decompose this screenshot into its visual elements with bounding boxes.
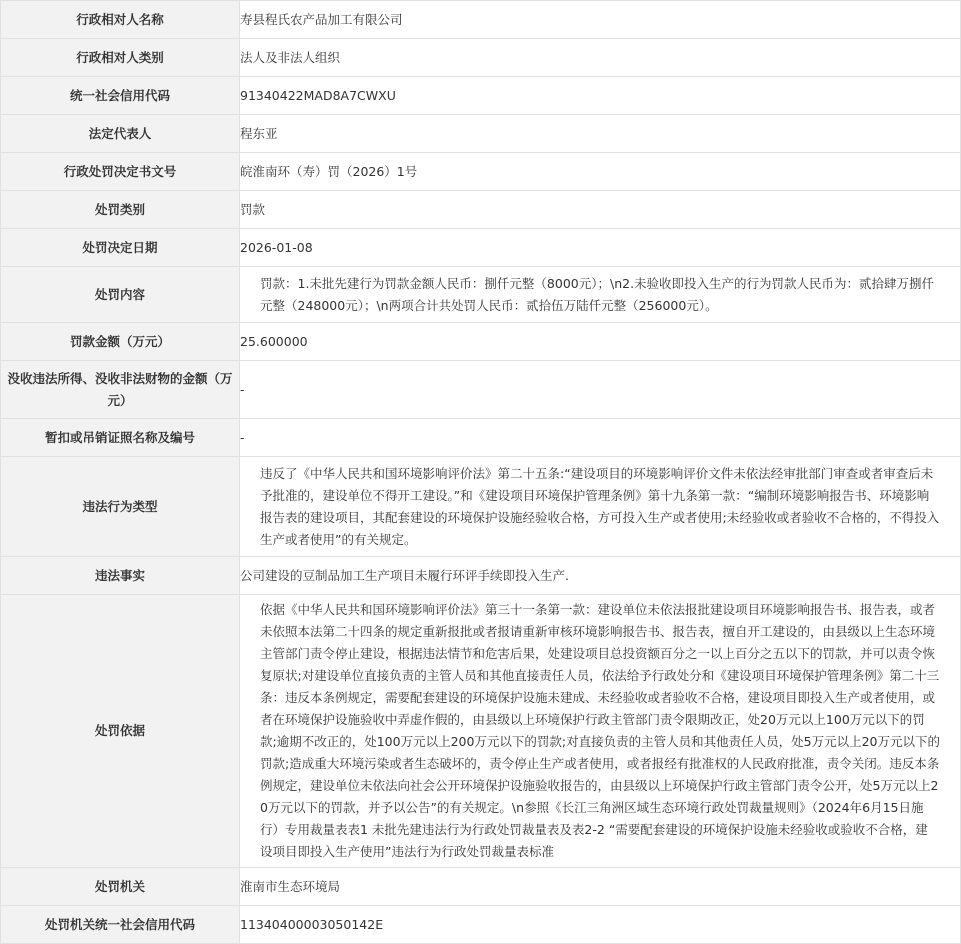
- table-row: [1, 267, 961, 323]
- row-label: 罚款金额（万元）: [1, 323, 240, 361]
- table-row: [1, 115, 961, 153]
- row-value: 11340400003050142E: [240, 906, 961, 944]
- table-row: [1, 557, 961, 595]
- table-row: [1, 229, 961, 267]
- table-row: [1, 595, 961, 868]
- row-label: 行政相对人类别: [1, 39, 240, 77]
- row-value: 91340422MAD8A7CWXU: [240, 77, 961, 115]
- row-label: 法定代表人: [1, 115, 240, 153]
- row-value: 2026-01-08: [240, 229, 961, 267]
- row-label: 行政处罚决定书文号: [1, 153, 240, 191]
- table-row: [1, 868, 961, 906]
- table-row: [1, 191, 961, 229]
- table-row: [1, 39, 961, 77]
- row-label: 违法事实: [1, 557, 240, 595]
- row-label: 处罚内容: [1, 267, 240, 323]
- table-row: [1, 419, 961, 457]
- table-row: [1, 77, 961, 115]
- row-label: 统一社会信用代码: [1, 77, 240, 115]
- row-value: 寿县程氏农产品加工有限公司: [240, 1, 961, 39]
- row-label: 处罚机关: [1, 868, 240, 906]
- row-label: 行政相对人名称: [1, 1, 240, 39]
- table-row: [1, 323, 961, 361]
- row-label: 处罚依据: [1, 595, 240, 868]
- row-label: 处罚机关统一社会信用代码: [1, 906, 240, 944]
- row-label: 处罚决定日期: [1, 229, 240, 267]
- table-row: [1, 457, 961, 557]
- table-row: [1, 1, 961, 39]
- row-value: 程东亚: [240, 115, 961, 153]
- row-label: 违法行为类型: [1, 457, 240, 557]
- row-value: 罚款：1.未批先建行为罚款金额人民币：捌仟元整（8000元）；\n2.未验收即投入生产的行为罚款人民币为：贰拾肆万捌仟元整（248000元）；\n两项合计共处罚人民币：贰拾伍万陆仟元整（256000元）。: [240, 267, 961, 323]
- row-value: 依据《中华人民共和国环境影响评价法》第三十一条第一款：建设单位未依法报批建设项目环境影响报告书、报告表，或者未依照本法第二十四条的规定重新报批或者报请重新审核环境影响报告书、报告表，擅自开工建设的，由县级以上生态环境主管部门责令停止建设，根据违法情节和危害后果，处建设项目总投资额百分之一以上百分之五以下的罚款，并可以责令恢复原状;对建设单位直接负责的主管人员和其他直接责任人员，依法给予行政处分和《建设项目环境保护管理条例》第二十三条：违反本条例规定，需要配套建设的环境保护设施未建成、未经验收或者验收不合格，建设项目即投入生产或者使用，或者在环境保护设施验收中弄虚作假的，由县级以上环境保护行政主管部门责令限期改正，处20万元以上100万元以下的罚款;逾期不改正的，处100万元以上200万元以下的罚款;对直接负责的主管人员和其他责任人员，处5万元以上20万元以下的罚款;造成重大环境污染或者生态破坏的，责令停止生产或者使用，或者报经有批准权的人民政府批准，责令关闭。违反本条例规定，建设单位未依法向社会公开环境保护设施验收报告的，由县级以上环境保护行政主管部门责令公开，处5万元以上20万元以下的罚款，并予以公告”的有关规定。\n参照《长江三角洲区域生态环境行政处罚裁量规则》（2024年6月15日施行）专用裁量表表1 未批先建违法行为行政处罚裁量表及表2-2 “需要配套建设的环境保护设施未经验收或验收不合格，建设项目即投入生产使用”违法行为行政处罚裁量表标准: [240, 595, 961, 868]
- row-value: 违反了《中华人民共和国环境影响评价法》第二十五条:“建设项目的环境影响评价文件未依法经审批部门审查或者审查后未予批准的，建设单位不得开工建设。”和《建设项目环境保护管理条例》第十九条第一款：“编制环境影响报告书、环境影响报告表的建设项目，其配套建设的环境保护设施经验收合格，方可投入生产或者使用;未经验收或者验收不合格的，不得投入生产或者使用”的有关规定。: [240, 457, 961, 557]
- row-value: 公司建设的豆制品加工生产项目未履行环评手续即投入生产.: [240, 557, 961, 595]
- table-row: [1, 153, 961, 191]
- row-label: 没收违法所得、没收非法财物的金额（万元）: [1, 361, 240, 419]
- row-value: -: [240, 361, 961, 419]
- row-value: 25.600000: [240, 323, 961, 361]
- row-value: 淮南市生态环境局: [240, 868, 961, 906]
- row-value: -: [240, 419, 961, 457]
- row-label: 处罚类别: [1, 191, 240, 229]
- row-label: 暂扣或吊销证照名称及编号: [1, 419, 240, 457]
- row-value: 罚款: [240, 191, 961, 229]
- table-row: [1, 361, 961, 419]
- row-value: 皖淮南环（寿）罚（2026）1号: [240, 153, 961, 191]
- row-value: 法人及非法人组织: [240, 39, 961, 77]
